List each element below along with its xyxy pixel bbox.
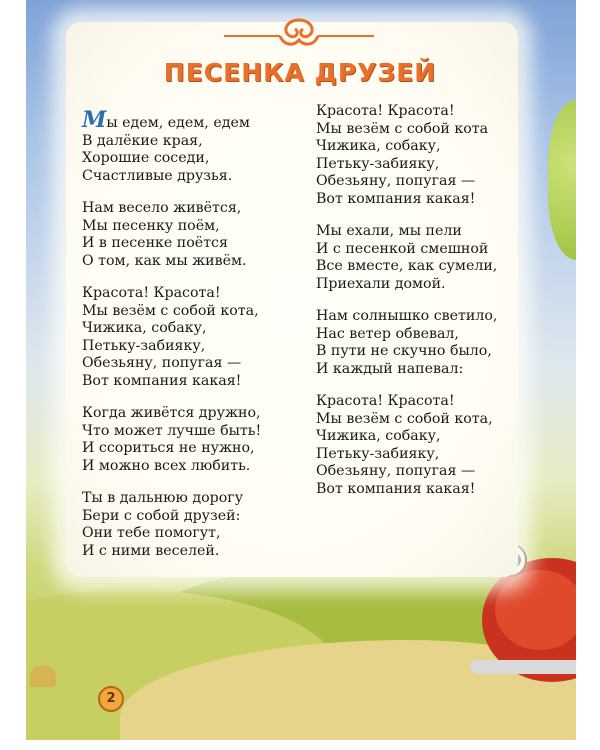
right-column [316, 103, 526, 513]
stanza-3 [82, 285, 297, 390]
poem-line: Нам весело живётся, [82, 200, 242, 216]
poem-line: Мы везём с собой кота, [82, 302, 259, 319]
poem-line: Мы песенку поём, [82, 217, 220, 234]
poem-line: Нас ветер обвевал, [316, 325, 459, 342]
poem-line: Нам солнышко светило, [316, 308, 498, 324]
page-number-badge: 2 [98, 686, 124, 712]
poem-line: Чижика, собаку, [316, 428, 441, 444]
poem-line: Мы едем, едем, едем [82, 107, 250, 133]
poem-line: Красота! Красота! [316, 103, 455, 119]
poem-line: Бери с собой друзей: [82, 507, 241, 524]
drop-cap: М [82, 107, 107, 133]
poem-line: Вот компания какая! [316, 480, 476, 497]
haystack-illustration [30, 665, 56, 687]
poem-line: В пути не скучно было, [316, 343, 492, 359]
poem-line: Петьку-забияку, [82, 337, 206, 354]
page-margin-right [576, 0, 600, 750]
poem-line: Чижика, собаку, [82, 320, 207, 336]
stanza-9 [316, 393, 526, 498]
poem-line: Хорошие соседи, [82, 150, 210, 166]
poem-line: И с ними веселей. [82, 542, 220, 559]
poem-line: И ссориться не нужно, [82, 440, 255, 456]
stanza-4 [82, 405, 297, 475]
poem-line: Приехали домой. [316, 275, 446, 292]
poem-line: Петьку-забияку, [316, 445, 440, 462]
poem-line: Когда живётся дружно, [82, 405, 261, 421]
poem-line: Ты в дальнюю дорогу [82, 490, 244, 506]
poem-line: Обезьяну, попугая — [82, 355, 242, 371]
poem-line: В далёкие края, [82, 132, 203, 149]
poem-line: И с песенкой смешной [316, 240, 489, 257]
left-column [82, 107, 297, 575]
poem-line: Что может лучше быть! [82, 422, 262, 439]
poem-line: Мы везём с собой кота, [316, 410, 493, 427]
poem-line: Обезьяну, попугая — [316, 463, 476, 479]
poem-line: О том, как мы живём. [82, 252, 247, 269]
poem-line: И каждый напевал: [316, 360, 464, 377]
stanza-2 [82, 200, 297, 270]
poem-line: Красота! Красота! [316, 393, 455, 409]
stanza-1 [82, 107, 297, 185]
poem-line: Обезьяну, попугая — [316, 173, 476, 189]
poem-line: Мы ехали, мы пели [316, 223, 462, 239]
ornament-flourish-icon [224, 16, 374, 50]
poem-line: Вот компания какая! [316, 190, 476, 207]
poem-line: Красота! Красота! [82, 285, 221, 301]
poem-line: Петьку-забияку, [316, 155, 440, 172]
poem-line: Мы везём с собой кота [316, 120, 489, 137]
stanza-8 [316, 308, 526, 378]
poem-line: И в песенке поётся [82, 235, 228, 251]
page-margin-bottom [0, 740, 600, 750]
stanza-5 [82, 490, 297, 560]
poem-line: Вот компания какая! [82, 372, 242, 389]
poem-line: Счастливые друзья. [82, 167, 233, 184]
poem-line: Они тебе помогут, [82, 525, 221, 541]
poem-line: Чижика, собаку, [316, 138, 441, 154]
poem-line: Все вместе, как сумели, [316, 258, 498, 274]
stanza-7 [316, 223, 526, 293]
page-margin-left [0, 0, 26, 750]
page-title: ПЕСЕНКА ДРУЗЕЙ [163, 58, 437, 87]
poem-line: И можно всех любить. [82, 457, 251, 474]
stanza-6 [316, 103, 526, 208]
